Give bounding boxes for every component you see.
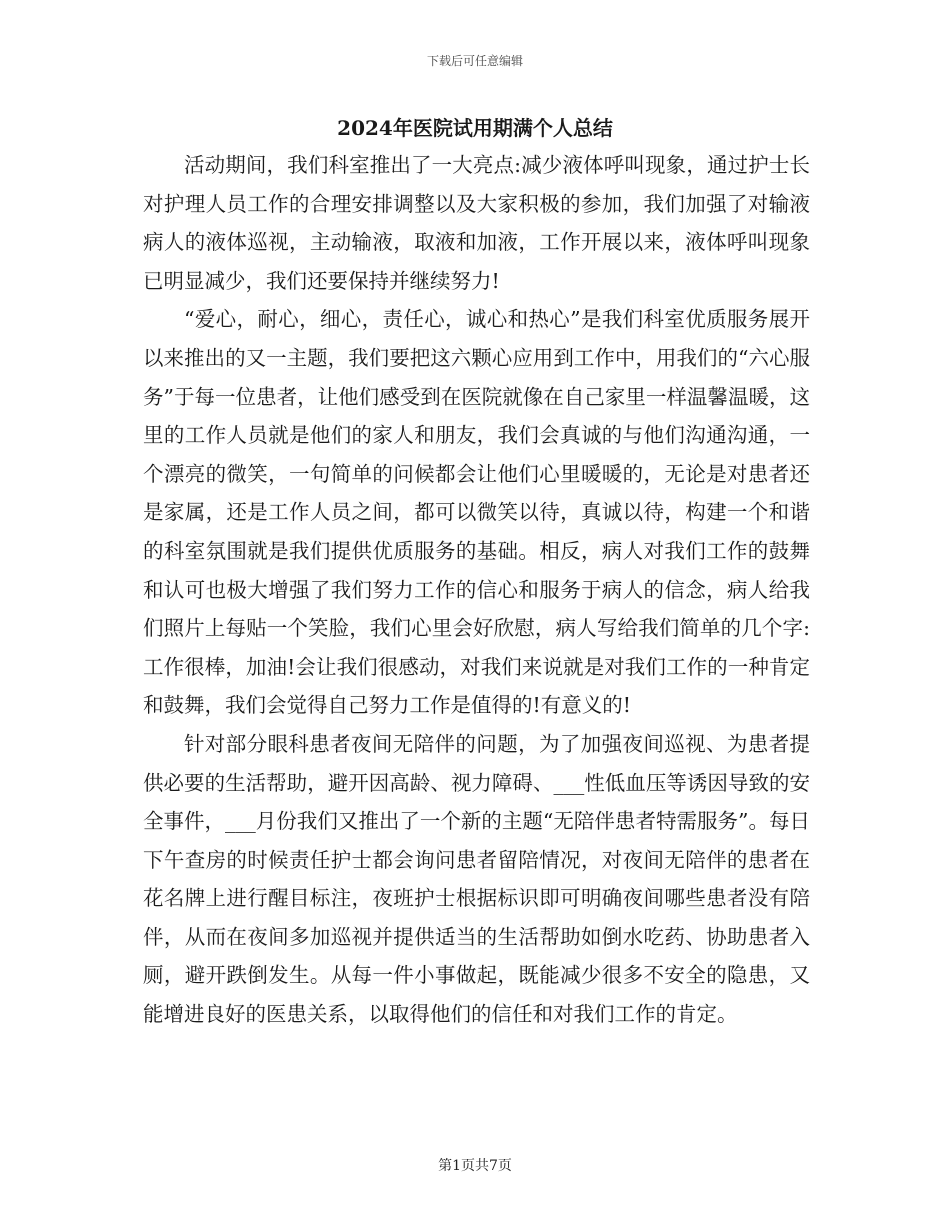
page-header-note: 下载后可任意编辑 xyxy=(426,54,523,68)
document-body xyxy=(143,146,810,1034)
paragraph-2: “爱心，耐心，细心，责任心，诚心和热心”是我们科室优质服务展开以来推出的又一主题，我们要把这六颗心应用到工作中，用我们的“六心服务”于每一位患者，让他们感受到在医院就像在自己家里一样温馨温暖，这里的工作人员就是他们的家人和朋友，我们会真诚的与他们沟通沟通，一个漂亮的微笑，一句简单的问候都会让他们心里暖暖的，无论是对患者还是家属，还是工作人员之间，都可以微笑以待，真诚以待，构建一个和谐的科室氛围就是我们提供优质服务的基础。相反，病人对我们工作的鼓舞和认可也极大增强了我们努力工作的信心和服务于病人的信念，病人给我们照片上每贴一个笑脸，我们心里会好欣慰，病人写给我们简单的几个字:工作很棒，加油!会让我们很感动，对我们来说就是对我们工作的一种肯定和鼓舞，我们会觉得自己努力工作是值得的!有意义的! xyxy=(143,307,810,718)
page-number: 第1页共7页 xyxy=(438,1158,512,1174)
document-title: 2024年医院试用期满个人总结 xyxy=(337,116,613,140)
paragraph-3: 针对部分眼科患者夜间无陪伴的问题，为了加强夜间巡视、为患者提供必要的生活帮助，避开因高龄、视力障碍、___性低血压等诱因导致的安全事件，___月份我们又推出了一个新的主题“无陪伴患者特需服务”。每日下午查房的时候责任护士都会询问患者留陪情况，对夜间无陪伴的患者在花名牌上进行醒目标注，夜班护士根据标识即可明确夜间哪些患者没有陪伴，从而在夜间多加巡视并提供适当的生活帮助如倒水吃药、协助患者入厕，避开跌倒发生。从每一件小事做起，既能减少很多不安全的隐患，又能增进良好的医患关系，以取得他们的信任和对我们工作的肯定。 xyxy=(143,731,810,1027)
paragraph-1: 活动期间，我们科室推出了一大亮点:减少液体呼叫现象，通过护士长对护理人员工作的合理安排调整以及大家积极的参加，我们加强了对输液病人的液体巡视，主动输液，取液和加液，工作开展以来，液体呼叫现象已明显减少，我们还要保持并继续努力! xyxy=(143,153,810,293)
